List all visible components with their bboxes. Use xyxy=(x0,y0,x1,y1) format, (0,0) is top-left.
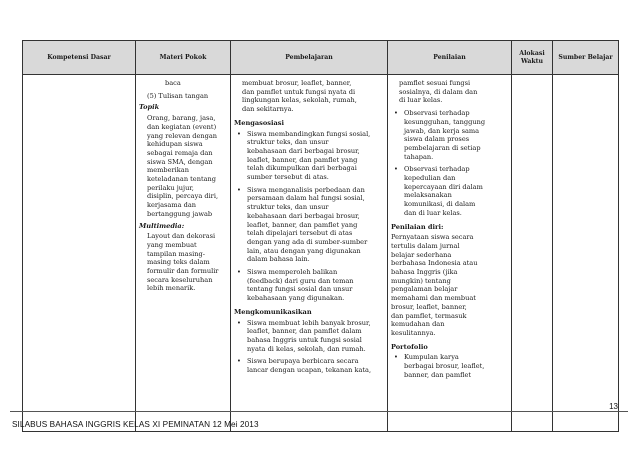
penilaian-diri-line: memahami dan membuat xyxy=(391,294,476,303)
topik-line: dan kegiatan (event) xyxy=(147,122,217,131)
portofolio-heading: Portofolio xyxy=(391,342,428,351)
table-row xyxy=(23,75,619,432)
topik-line: yang relevan dengan xyxy=(147,131,218,140)
topik-text xyxy=(139,114,227,218)
observasi-list xyxy=(391,109,508,217)
mengkomunikasikan-heading: Mengkomunikasikan xyxy=(234,307,312,316)
penilaian-diri-line: pengalaman belajar xyxy=(391,285,458,294)
header-penilaian: Penilaian xyxy=(388,41,512,75)
topik-line: kehidupan siswa xyxy=(147,140,203,149)
multimedia-heading: Multimedia: xyxy=(139,221,185,230)
multimedia-line: secara keseluruhan xyxy=(147,275,213,284)
penilaian-diri-line: berbahasa Indonesia atau xyxy=(391,259,478,268)
cell-materi-pokok xyxy=(136,75,231,432)
topik-line: memberikan xyxy=(147,166,189,175)
list-item: • Siswa membuat lebih banyak brosur, leaflet, banner, dan pamflet dalam bahasa Inggris untuk fungsi sosial nyata di kelas, sekolah, dan rumah. xyxy=(234,319,384,354)
table-header-row xyxy=(23,41,619,75)
materi-line: (5) Tulisan tangan xyxy=(147,91,209,100)
penilaian-line: sosialnya, di dalam dan xyxy=(399,87,478,96)
pembelajaran-line: membuat brosur, leaflet, banner, xyxy=(242,79,352,87)
penilaian-diri-line: kemudahan dan xyxy=(391,320,445,329)
multimedia-line: tampilan masing- xyxy=(147,249,205,258)
topik-line: sebagai remaja dan xyxy=(147,148,213,157)
topik-line: keteladanan tentang xyxy=(147,175,217,184)
penilaian-intro xyxy=(391,79,508,105)
pembelajaran-line: lingkungan kelas, sekolah, rumah, xyxy=(242,96,357,105)
header-kompetensi-dasar: Kompetensi Dasar xyxy=(23,41,136,75)
list-item: • Siswa berupaya berbicara secara lancar dengan ucapan, tekanan kata, xyxy=(234,357,384,374)
pembelajaran-line: dan pamflet untuk fungsi nyata di xyxy=(242,87,356,96)
penilaian-diri-line: Pernyataan siswa secara xyxy=(391,233,474,242)
list-item: • Siswa memperoleh balikan (feedback) dari guru dan teman tentang fungsi sosial dan unsur kebahasaan yang digunakan. xyxy=(234,268,384,303)
list-item: • Observasi terhadap kesungguhan, tanggung jawab, dan kerja sama siswa dalam proses pembelajaran di setiap tahapan. xyxy=(391,109,508,161)
topik-line: perilaku jujur, xyxy=(147,183,194,192)
materi-line: baca xyxy=(165,79,181,87)
footer-divider xyxy=(10,411,628,412)
cell-alokasi-waktu xyxy=(512,75,553,432)
header-alokasi-waktu: Alokasi Waktu xyxy=(512,41,553,75)
penilaian-diri-line: belajar sederhana xyxy=(391,250,452,259)
multimedia-line: formulir dan formulir xyxy=(147,267,219,276)
mengkomunikasikan-list xyxy=(234,319,384,375)
penilaian-line: di luar kelas. xyxy=(399,96,443,105)
pembelajaran-line: dan sekitarnya. xyxy=(242,105,294,114)
multimedia-line: lebih menarik. xyxy=(147,284,196,293)
multimedia-line: yang membuat xyxy=(147,240,197,249)
topik-line: kerjasama dan xyxy=(147,201,197,210)
penilaian-diri-line: kesulitannya. xyxy=(391,328,436,337)
penilaian-diri-heading: Penilaian diri: xyxy=(391,222,444,231)
list-item: • Kumpulan karya berbagai brosur, leaflet, banner, dan pamflet xyxy=(391,353,508,379)
topik-line: siswa SMA, dengan xyxy=(147,157,213,166)
cell-kompetensi-dasar xyxy=(23,75,136,432)
list-item: • Siswa membandingkan fungsi sosial, struktur teks, dan unsur kebahasaan dari berbagai brosur, leaflet, banner, dan pamflet yang telah dikumpulkan dari berbagai sumber tersebut di atas. xyxy=(234,130,384,182)
penilaian-diri-line: tertulis dalam jurnal xyxy=(391,241,460,250)
penilaian-diri-line: mungkin) tentang xyxy=(391,276,451,285)
mengasosiasi-heading: Mengasosiasi xyxy=(234,118,284,127)
list-item: • Siswa menganalisis perbedaan dan persamaan dalam hal fungsi sosial, struktur teks, dan unsur kebahasaan dari berbagai brosur, leaflet, banner, dan pamflet yang telah dipelajari tersebut di atas dengan yang ada di sumber-sumber lain, atau dengan yang digunakan dalam bahasa lain. xyxy=(234,186,384,264)
multimedia-line: masing teks dalam xyxy=(147,258,210,267)
header-pembelajaran: Pembelajaran xyxy=(231,41,388,75)
penilaian-line: pamflet sesuai fungsi xyxy=(399,79,471,87)
penilaian-diri-line: dan pamflet, termasuk xyxy=(391,311,467,320)
topik-heading: Topik xyxy=(139,103,160,112)
pembelajaran-intro xyxy=(234,79,384,114)
cell-sumber-belajar xyxy=(553,75,619,432)
page-number: 13 xyxy=(609,402,618,411)
topik-line: Orang, barang, jasa, xyxy=(147,114,216,123)
cell-penilaian xyxy=(388,75,512,432)
penilaian-diri-line: bahasa Inggris (jika xyxy=(391,268,458,277)
syllabus-table xyxy=(22,40,619,432)
penilaian-diri-line: brosur, leaflet, banner, xyxy=(391,302,467,311)
penilaian-diri-text xyxy=(391,233,508,337)
mengasosiasi-list xyxy=(234,130,384,303)
header-materi-pokok: Materi Pokok xyxy=(136,41,231,75)
header-sumber-belajar: Sumber Belajar xyxy=(553,41,619,75)
portofolio-list xyxy=(391,353,508,379)
list-item: • Observasi terhadap kepedulian dan kepercayaan diri dalam melaksanakan komunikasi, di dalam dan di luar kelas. xyxy=(391,165,508,217)
topik-line: disiplin, percaya diri, xyxy=(147,192,219,201)
footer-document-title: SILABUS BAHASA INGGRIS KELAS XI PEMINATAN 12 Mei 2013 xyxy=(12,420,259,429)
topik-line: bertanggung jawab xyxy=(147,209,213,218)
multimedia-line: Layout dan dekorasi xyxy=(147,232,216,241)
multimedia-text xyxy=(139,232,227,293)
cell-pembelajaran xyxy=(231,75,388,432)
